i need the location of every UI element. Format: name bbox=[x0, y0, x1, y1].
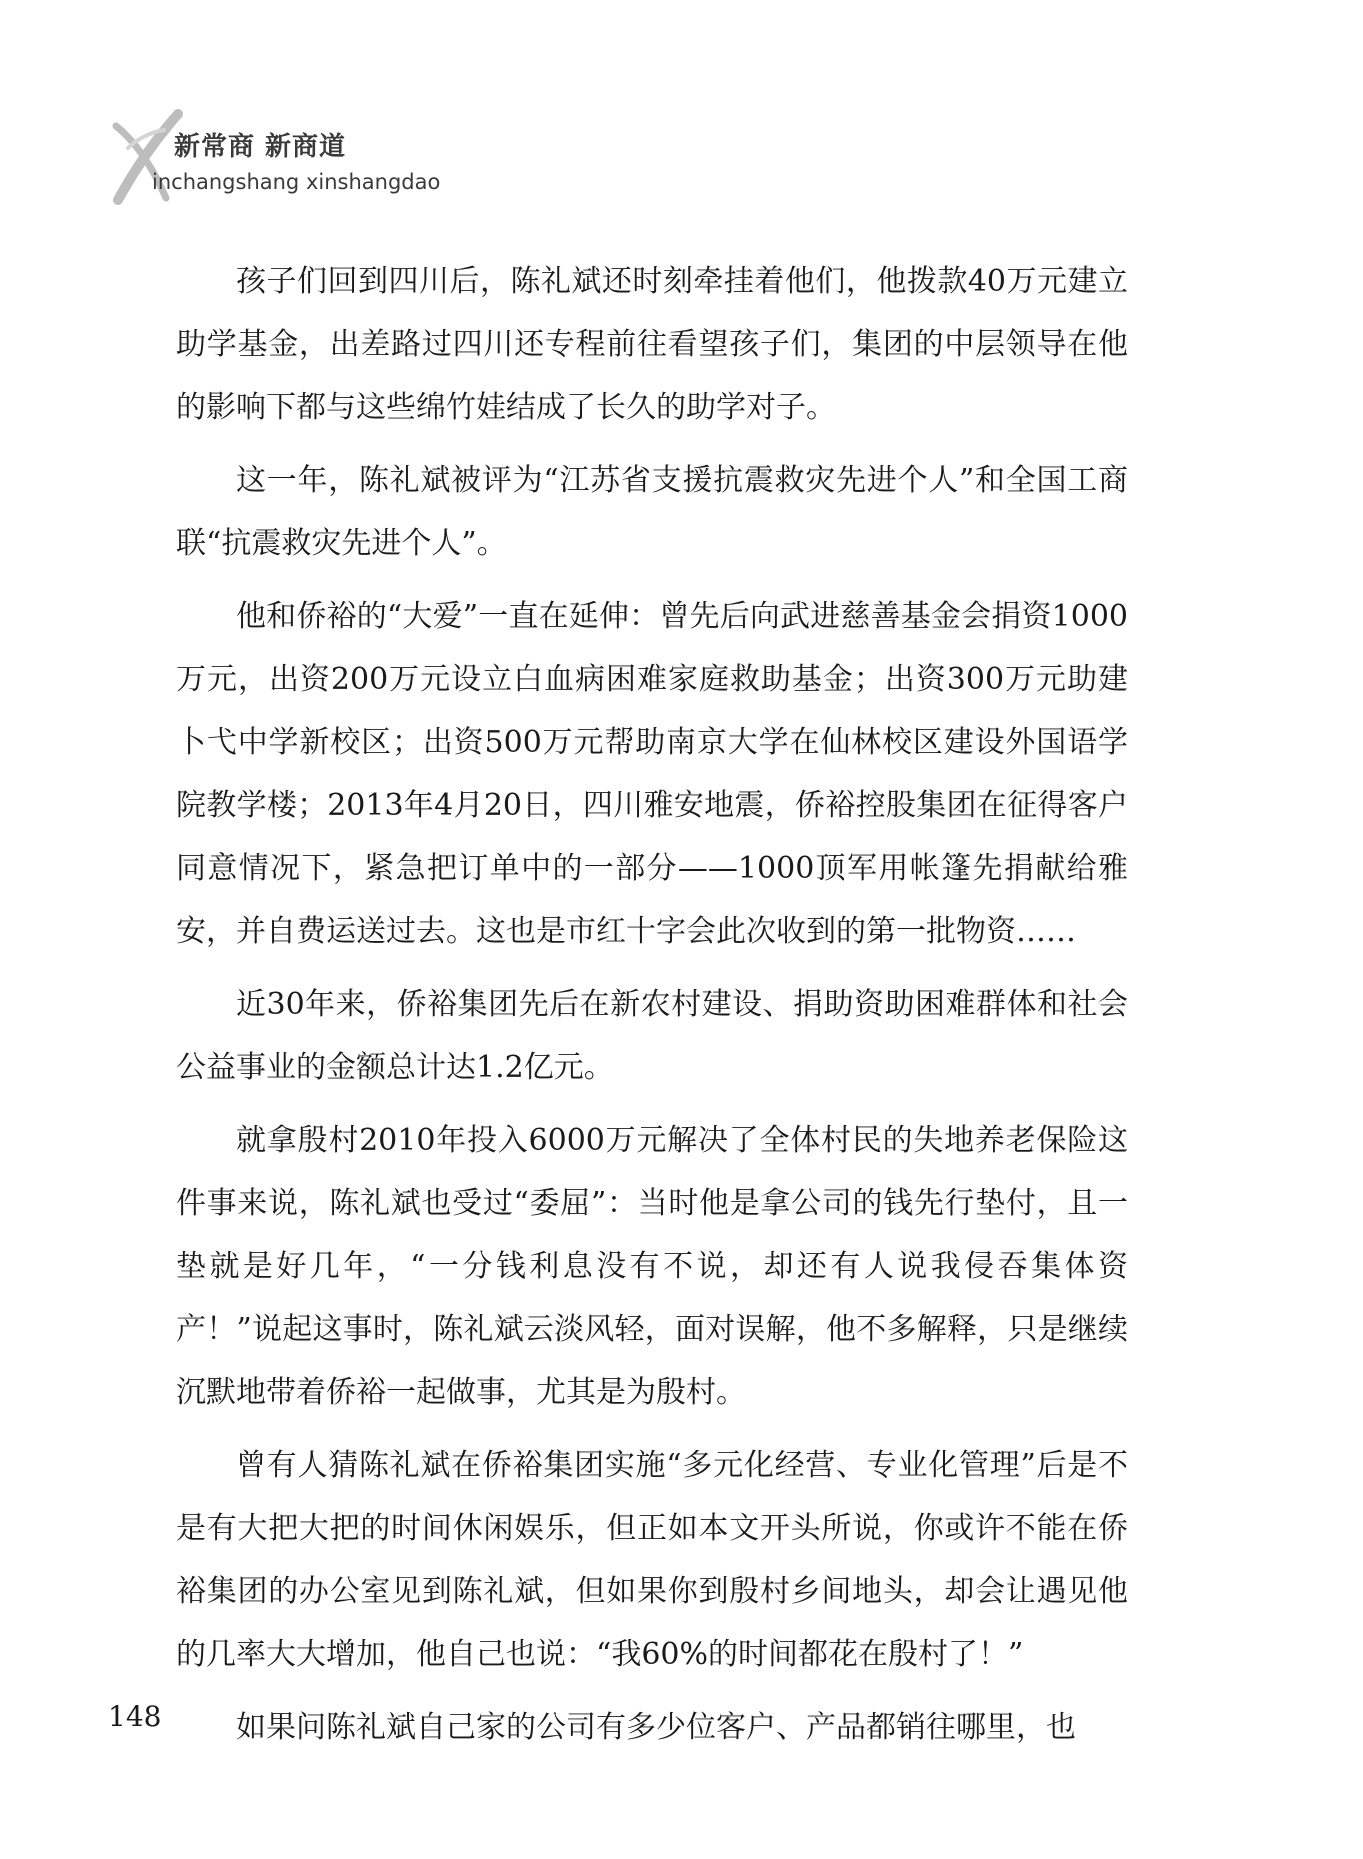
header-title: 新常商 新商道 bbox=[174, 132, 347, 162]
paragraph: 孩子们回到四川后，陈礼斌还时刻牵挂着他们，他拨款40万元建立助学基金，出差路过四川还专程前往看望孩子们，集团的中层领导在他的影响下都与这些绵竹娃结成了长久的助学对子。 bbox=[176, 264, 1128, 425]
page-number: 148 bbox=[108, 1700, 162, 1733]
paragraph: 他和侨裕的“大爱”一直在延伸：曾先后向武进慈善基金会捐资1000万元，出资200万元设立白血病困难家庭救助基金；出资300万元助建卜弋中学新校区；出资500万元帮助南京大学在仙林校区建设外国语学院教学楼；2013年4月20日，四川雅安地震，侨裕控股集团在征得客户同意情况下，紧急把订单中的一部分——1000顶军用帐篷先捐献给雅安，并自费运送过去。这也是市红十字会此次收到的第一批物资…… bbox=[176, 599, 1128, 949]
running-header bbox=[108, 108, 441, 208]
paragraph: 就拿殷村2010年投入6000万元解决了全体村民的失地养老保险这件事来说，陈礼斌也受过“委屈”：当时他是拿公司的钱先行垫付，且一垫就是好几年，“一分钱利息没有不说，却还有人说我侵吞集体资产！”说起这事时，陈礼斌云淡风轻，面对误解，他不多解释，只是继续沉默地带着侨裕一起做事，尤其是为殷村。 bbox=[176, 1123, 1128, 1410]
header-subtitle: inchangshang xinshangdao bbox=[152, 170, 441, 194]
paragraph: 如果问陈礼斌自己家的公司有多少位客户、产品都销往哪里，也 bbox=[236, 1710, 1076, 1745]
paragraph: 这一年，陈礼斌被评为“江苏省支援抗震救灾先进个人”和全国工商联“抗震救灾先进个人”。 bbox=[176, 463, 1128, 561]
paragraph: 曾有人猜陈礼斌在侨裕集团实施“多元化经营、专业化管理”后是不是有大把大把的时间休闲娱乐，但正如本文开头所说，你或许不能在侨裕集团的办公室见到陈礼斌，但如果你到殷村乡间地头，却会让遇见他的几率大大增加，他自己也说：“我60%的时间都花在殷村了！” bbox=[176, 1448, 1128, 1672]
paragraph: 近30年来，侨裕集团先后在新农村建设、捐助资助困难群体和社会公益事业的金额总计达1.2亿元。 bbox=[176, 987, 1128, 1085]
body-text bbox=[176, 250, 1128, 1769]
